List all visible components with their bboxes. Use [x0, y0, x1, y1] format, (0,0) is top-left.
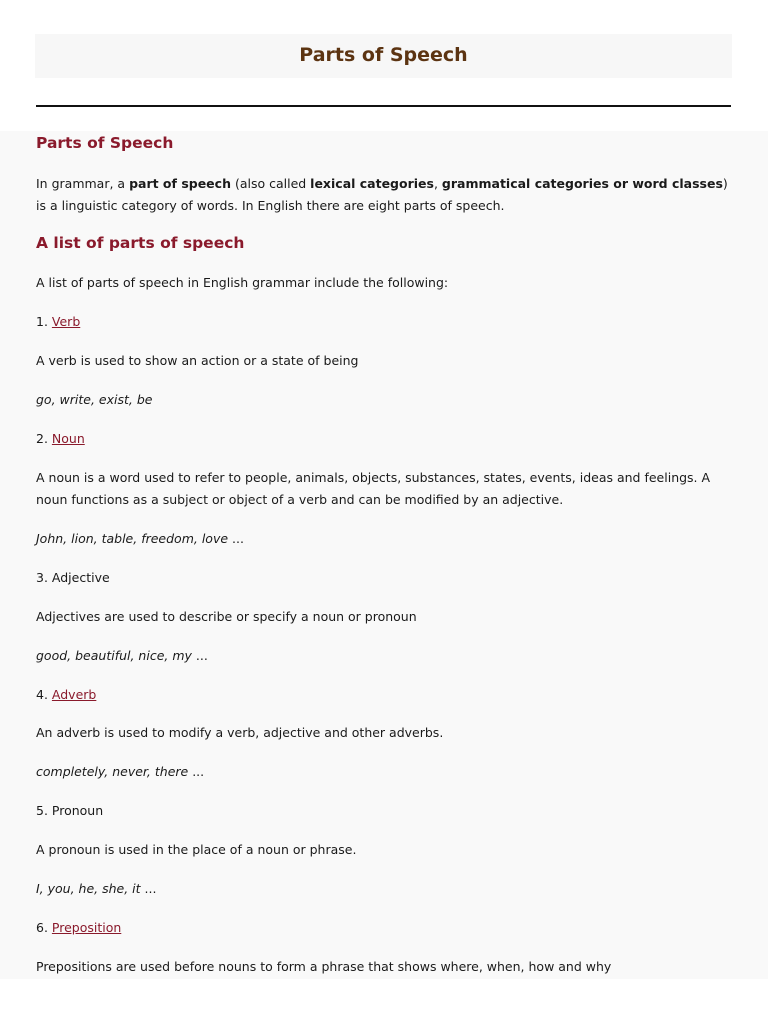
link-preposition[interactable]: Preposition [51, 920, 122, 935]
item-examples-adverb [36, 761, 728, 783]
list-intro: A list of parts of speech in English grammar include the following: [36, 275, 449, 290]
examples-text: go, write, exist, be [36, 392, 153, 407]
item-name-pronoun: Pronoun [51, 803, 104, 818]
examples-text: good, beautiful, nice, my [36, 648, 192, 663]
examples-text: John, lion, table, freedom, love [36, 531, 229, 546]
item-number: 2. [36, 431, 52, 446]
item-description-pronoun: A pronoun is used in the place of a noun or phrase. [36, 842, 357, 857]
list-heading: A list of parts of speech [36, 234, 245, 252]
link-noun[interactable]: Noun [51, 431, 85, 446]
intro-text-4: ) is a linguistic category of words. In English there are eight parts of speech. [36, 176, 728, 213]
item-number: 1. [36, 314, 52, 329]
examples-ellipsis: ... [140, 881, 157, 896]
link-verb[interactable]: Verb [51, 314, 81, 329]
item-examples-pronoun [36, 878, 728, 900]
item-description-noun: A noun is a word used to refer to people, animals, objects, substances, states, events, ideas and feelings. A noun functions as a subject or object of a verb and can be modified by an adjective. [36, 470, 711, 507]
intro-bold-3: grammatical categories or word classes [441, 176, 723, 191]
item-examples-noun [36, 528, 728, 550]
item-number: 6. [36, 920, 52, 935]
intro-text-1: In grammar, a [36, 176, 130, 191]
item-title-pronoun [36, 800, 728, 822]
item-title-adverb [36, 684, 728, 706]
intro-bold-2: lexical categories [310, 176, 434, 191]
page-header [35, 34, 732, 78]
item-name-adjective: Adjective [51, 570, 110, 585]
item-title-preposition [36, 917, 728, 939]
header-divider [36, 105, 731, 107]
intro-paragraph [36, 173, 728, 217]
item-title-adjective [36, 567, 728, 589]
item-title-verb [36, 311, 728, 333]
item-examples-verb [36, 389, 728, 411]
item-description-adverb: An adverb is used to modify a verb, adjective and other adverbs. [36, 725, 444, 740]
item-title-noun [36, 428, 728, 450]
examples-text: I, you, he, she, it [36, 881, 141, 896]
link-adverb[interactable]: Adverb [51, 687, 97, 702]
intro-text-3: , [433, 176, 442, 191]
item-description-verb: A verb is used to show an action or a state of being [36, 353, 359, 368]
examples-ellipsis: ... [191, 648, 208, 663]
examples-ellipsis: ... [228, 531, 244, 546]
examples-ellipsis: ... [188, 764, 205, 779]
item-examples-adjective [36, 645, 728, 667]
article-content [0, 131, 768, 979]
examples-text: completely, never, there [36, 764, 189, 779]
item-description-adjective: Adjectives are used to describe or specify a noun or pronoun [36, 609, 417, 624]
article-heading: Parts of Speech [36, 134, 174, 152]
page-title: Parts of Speech [299, 44, 468, 66]
item-number: 5. [36, 803, 52, 818]
item-number: 3. [36, 570, 52, 585]
intro-text-2: (also called [230, 176, 311, 191]
item-description-preposition: Prepositions are used before nouns to form a phrase that shows where, when, how and why [36, 959, 612, 974]
intro-bold-1: part of speech [129, 176, 231, 191]
item-number: 4. [36, 687, 52, 702]
